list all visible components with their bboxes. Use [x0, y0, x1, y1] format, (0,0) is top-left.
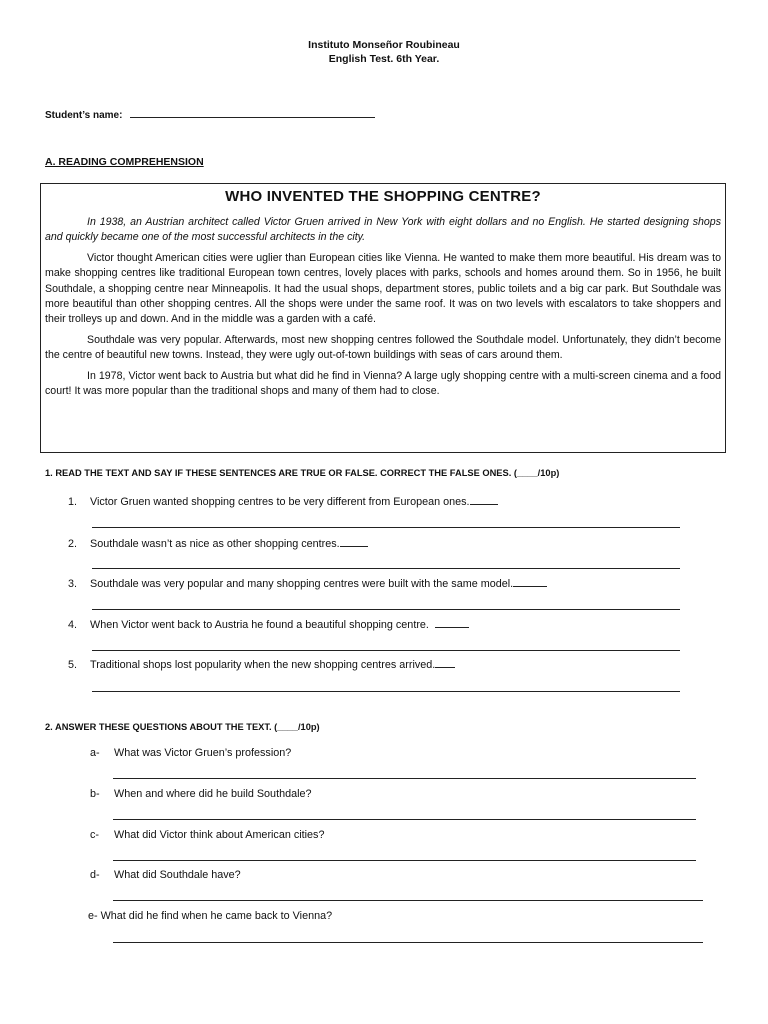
answer-line[interactable] — [92, 691, 680, 692]
answer-line[interactable] — [113, 942, 703, 943]
reading-paragraph: In 1978, Victor went back to Austria but what did he find in Vienna? A large ugly shopping centre with a multi-screen cinema and a food court! It was more popular than the traditional shops and many of them had to close. — [45, 369, 721, 398]
question-number: 2. — [68, 538, 78, 550]
tf-question — [68, 496, 498, 508]
tf-blank[interactable] — [470, 504, 498, 505]
open-question — [88, 910, 332, 922]
question-letter: d- — [90, 869, 100, 881]
reading-paragraph: Southdale was very popular. Afterwards, most new shopping centres followed the Southdale model. Unfortunately, they didn’t become the centre of beautiful new towns. Instead, they were ugly out-of-town buildings with seas of cars around them. — [45, 333, 721, 362]
open-question — [90, 829, 324, 841]
question-text: What was Victor Gruen’s profession? — [114, 747, 292, 759]
answer-line[interactable] — [113, 900, 703, 901]
exercise2-heading: 2. ANSWER THESE QUESTIONS ABOUT THE TEXT. (____/10p) — [45, 722, 320, 732]
tf-blank[interactable] — [435, 627, 469, 628]
school-name: Instituto Monseñor Roubineau — [308, 39, 460, 51]
tf-question — [68, 659, 455, 671]
question-text: Southdale was very popular and many shopping centres were built with the same model. — [90, 578, 514, 590]
test-title: English Test. 6th Year. — [328, 53, 440, 65]
answer-line[interactable] — [113, 819, 696, 820]
student-name-row — [45, 105, 375, 123]
question-number: 4. — [68, 619, 78, 631]
question-text: Southdale wasn’t as nice as other shopping centres. — [90, 538, 340, 550]
question-text: What did Southdale have? — [114, 869, 241, 881]
question-text: What did he find when he came back to Vienna? — [100, 910, 333, 922]
reading-paragraph: Victor thought American cities were uglier than European cities like Vienna. He wanted to make them more beautiful. His dream was to make shopping centres like traditional European town centres, lovely places with parks, schools and homes around them. So in 1956, he built Southdale, a shopping centre near Minneapolis. It had the usual shops, department stores, public toilets and a big car park. But Southdale was more beautiful than other shopping centres. All the shops were under the same roof. It was on two levels with escalators to take shoppers and their trolleys up and down. And in the middle was a garden with a café. — [45, 251, 721, 326]
answer-line[interactable] — [92, 527, 680, 528]
student-name-label: Student’s name: — [45, 110, 123, 121]
answer-line[interactable] — [92, 609, 680, 610]
tf-blank[interactable] — [513, 586, 547, 587]
question-number: 1. — [68, 496, 78, 508]
exercise1-heading: 1. READ THE TEXT AND SAY IF THESE SENTENCES ARE TRUE OR FALSE. CORRECT THE FALSE ONES. (____/10p) — [45, 468, 560, 478]
answer-line[interactable] — [92, 650, 680, 651]
question-text: Traditional shops lost popularity when the new shopping centres arrived. — [90, 659, 436, 671]
tf-question — [68, 538, 368, 550]
question-letter: a- — [90, 747, 100, 759]
reading-paragraph: In 1938, an Austrian architect called Victor Gruen arrived in New York with eight dollars and no English. He started designing shops and quickly became one of the most successful architects in the city. — [45, 216, 721, 244]
reading-title: WHO INVENTED THE SHOPPING CENTRE? — [225, 188, 541, 205]
question-text: When and where did he build Southdale? — [114, 788, 312, 800]
student-name-field[interactable] — [130, 117, 375, 118]
reading-box — [40, 183, 726, 453]
open-question — [90, 788, 312, 800]
question-letter: c- — [90, 829, 99, 841]
tf-blank[interactable] — [340, 546, 368, 547]
section-a-heading: A. READING COMPREHENSION — [45, 156, 204, 168]
answer-line[interactable] — [92, 568, 680, 569]
tf-blank[interactable] — [435, 667, 455, 668]
open-question — [90, 869, 241, 881]
answer-line[interactable] — [113, 860, 696, 861]
tf-question — [68, 578, 547, 590]
question-text: When Victor went back to Austria he found a beautiful shopping centre. — [90, 619, 429, 631]
question-number: 3. — [68, 578, 78, 590]
question-text: What did Victor think about American cities? — [114, 829, 325, 841]
question-letter: e- — [88, 910, 98, 922]
answer-line[interactable] — [113, 778, 696, 779]
tf-question — [68, 619, 469, 631]
question-letter: b- — [90, 788, 100, 800]
question-text: Victor Gruen wanted shopping centres to be very different from European ones. — [90, 496, 470, 508]
open-question — [90, 747, 291, 759]
question-number: 5. — [68, 659, 78, 671]
